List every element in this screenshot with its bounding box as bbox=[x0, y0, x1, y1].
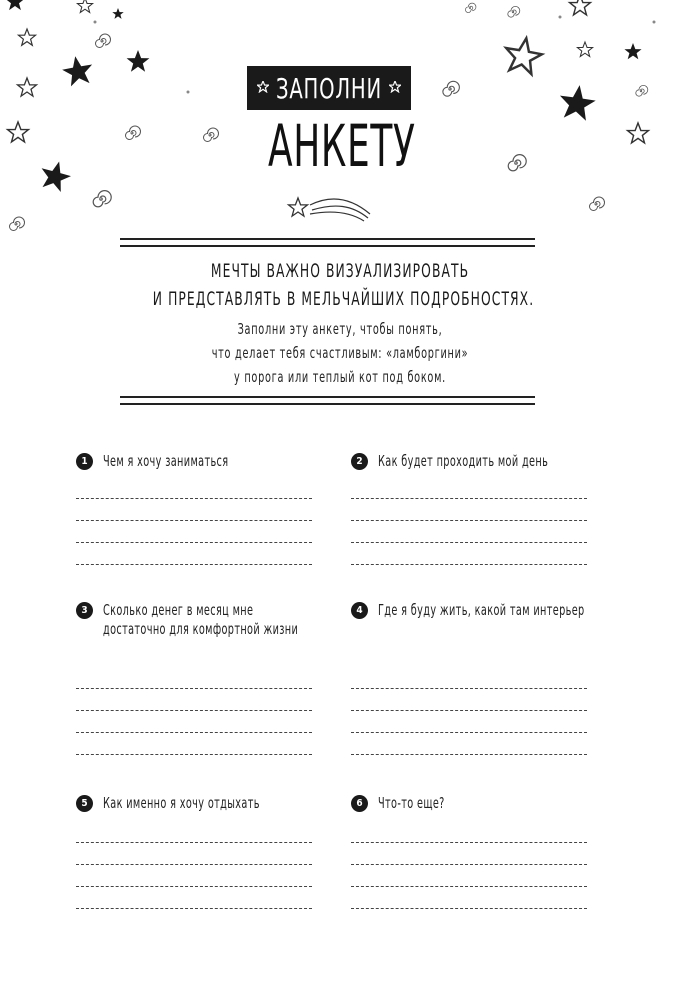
header-badge bbox=[247, 66, 411, 110]
divider bbox=[120, 403, 535, 405]
star-icon bbox=[389, 81, 401, 93]
question-text: Как именно я хочу отдыхать bbox=[103, 794, 260, 812]
answer-lines[interactable] bbox=[76, 498, 312, 586]
answer-lines[interactable] bbox=[351, 842, 587, 930]
question-number-badge: 2 bbox=[351, 453, 368, 470]
intro-text-line: Заполни эту анкету, чтобы понять, bbox=[237, 320, 443, 338]
page-title: АНКЕТУ bbox=[268, 112, 416, 180]
answer-lines[interactable] bbox=[351, 688, 587, 776]
badge-title: ЗАПОЛНИ bbox=[275, 71, 382, 105]
answer-lines[interactable] bbox=[76, 688, 312, 776]
question-number-badge: 5 bbox=[76, 795, 93, 812]
intro-text-line: что делает тебя счастливым: «ламборгини» bbox=[211, 344, 469, 362]
question-text: Что-то еще? bbox=[378, 794, 445, 812]
question-text: Чем я хочу заниматься bbox=[103, 452, 229, 470]
divider bbox=[120, 238, 535, 240]
question-text: Как будет проходить мой день bbox=[378, 452, 549, 470]
question-number-badge: 3 bbox=[76, 602, 93, 619]
divider bbox=[120, 245, 535, 247]
star-icon bbox=[257, 81, 269, 93]
question-text: Сколько денег в месяц мне достаточно для комфортной жизни bbox=[103, 601, 299, 638]
question-number-badge: 1 bbox=[76, 453, 93, 470]
intro-title-line: МЕЧТЫ ВАЖНО ВИЗУАЛИЗИРОВАТЬ bbox=[210, 260, 470, 282]
shooting-star-icon bbox=[310, 199, 370, 221]
divider bbox=[120, 396, 535, 398]
intro-text-line: у порога или теплый кот под боком. bbox=[234, 368, 446, 386]
answer-lines[interactable] bbox=[76, 842, 312, 930]
question-number-badge: 4 bbox=[351, 602, 368, 619]
question-number-badge: 6 bbox=[351, 795, 368, 812]
intro-title-line: И ПРЕДСТАВЛЯТЬ В МЕЛЬЧАЙШИХ ПОДРОБНОСТЯХ. bbox=[152, 288, 535, 310]
question-text: Где я буду жить, какой там интерьер bbox=[378, 601, 585, 619]
answer-lines[interactable] bbox=[351, 498, 587, 586]
